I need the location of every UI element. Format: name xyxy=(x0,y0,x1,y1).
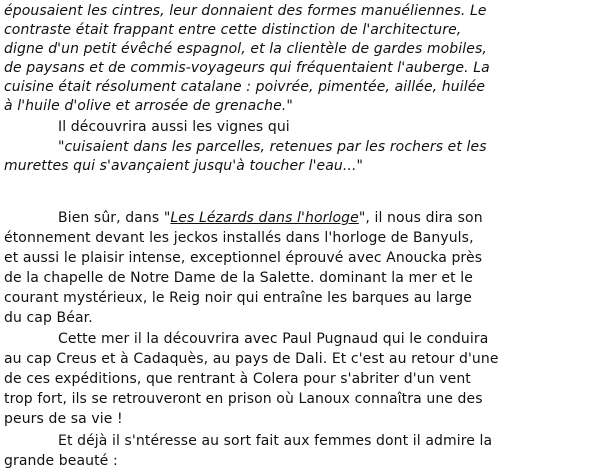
paragraph1-line-6: du cap Béar. xyxy=(4,310,93,326)
quote1-line-6: à l'huile d'olive et arrosée de grenache." xyxy=(4,98,293,114)
quote2-line-2: murettes qui s'avançaient jusqu'à toucher l'eau..." xyxy=(4,158,364,174)
paragraph1-prefix: Bien sûr, dans " xyxy=(58,210,171,226)
paragraph3-line-1: Et déjà il s'ntéresse au sort fait aux femmes dont il admire la xyxy=(58,433,493,449)
paragraph1-line-4: de la chapelle de Notre Dame de la Salette. dominant la mer et le xyxy=(4,270,473,286)
paragraph2-line-1: Cette mer il la découvrira avec Paul Pugnaud qui le conduira xyxy=(58,331,489,347)
quote1-line-5: cuisine était résolument catalane : poivrée, pimentée, aillée, huilée xyxy=(4,79,486,95)
book-title: Les Lézards dans l'horloge xyxy=(170,210,359,226)
paragraph1-line-1 xyxy=(58,209,483,228)
paragraph2-line-3: de ces expéditions, que rentrant à Colera pour s'abriter d'un vent xyxy=(4,371,471,387)
intro-line: Il découvrira aussi les vignes qui xyxy=(58,119,290,135)
paragraph2-line-4: trop fort, ils se retrouveront en prison où Lanoux connaîtra une des xyxy=(4,391,483,407)
paragraph2-line-2: au cap Creus et à Cadaquès, au pays de Dali. Et c'est au retour d'une xyxy=(4,351,499,367)
quote2-line-1: "cuisaient dans les parcelles, retenues par les rochers et les xyxy=(58,139,487,155)
paragraph1-line-2: étonnement devant les jeckos installés dans l'horloge de Banyuls, xyxy=(4,230,474,246)
paragraph1-line-3: et aussi le plaisir intense, exceptionnel éprouvé avec Anoucka près xyxy=(4,250,483,266)
paragraph3-line-2: grande beauté : xyxy=(4,453,118,469)
paragraph1-suffix: ", il nous dira son xyxy=(358,210,483,226)
quote1-line-3: digne d'un petit évêché espagnol, et la clientèle de gardes mobiles, xyxy=(4,41,487,57)
quote1-line-4: de paysans et de commis-voyageurs qui fréquentaient l'auberge. La xyxy=(4,60,490,76)
quote1-line-2: contraste était frappant entre cette distinction de l'architecture, xyxy=(4,22,462,38)
quote1-line-1: épousaient les cintres, leur donnaient des formes manuéliennes. Le xyxy=(4,3,487,19)
paragraph2-line-5: peurs de sa vie ! xyxy=(4,411,123,427)
paragraph1-line-5: courant mystérieux, le Reig noir qui entraîne les barques au large xyxy=(4,290,472,306)
